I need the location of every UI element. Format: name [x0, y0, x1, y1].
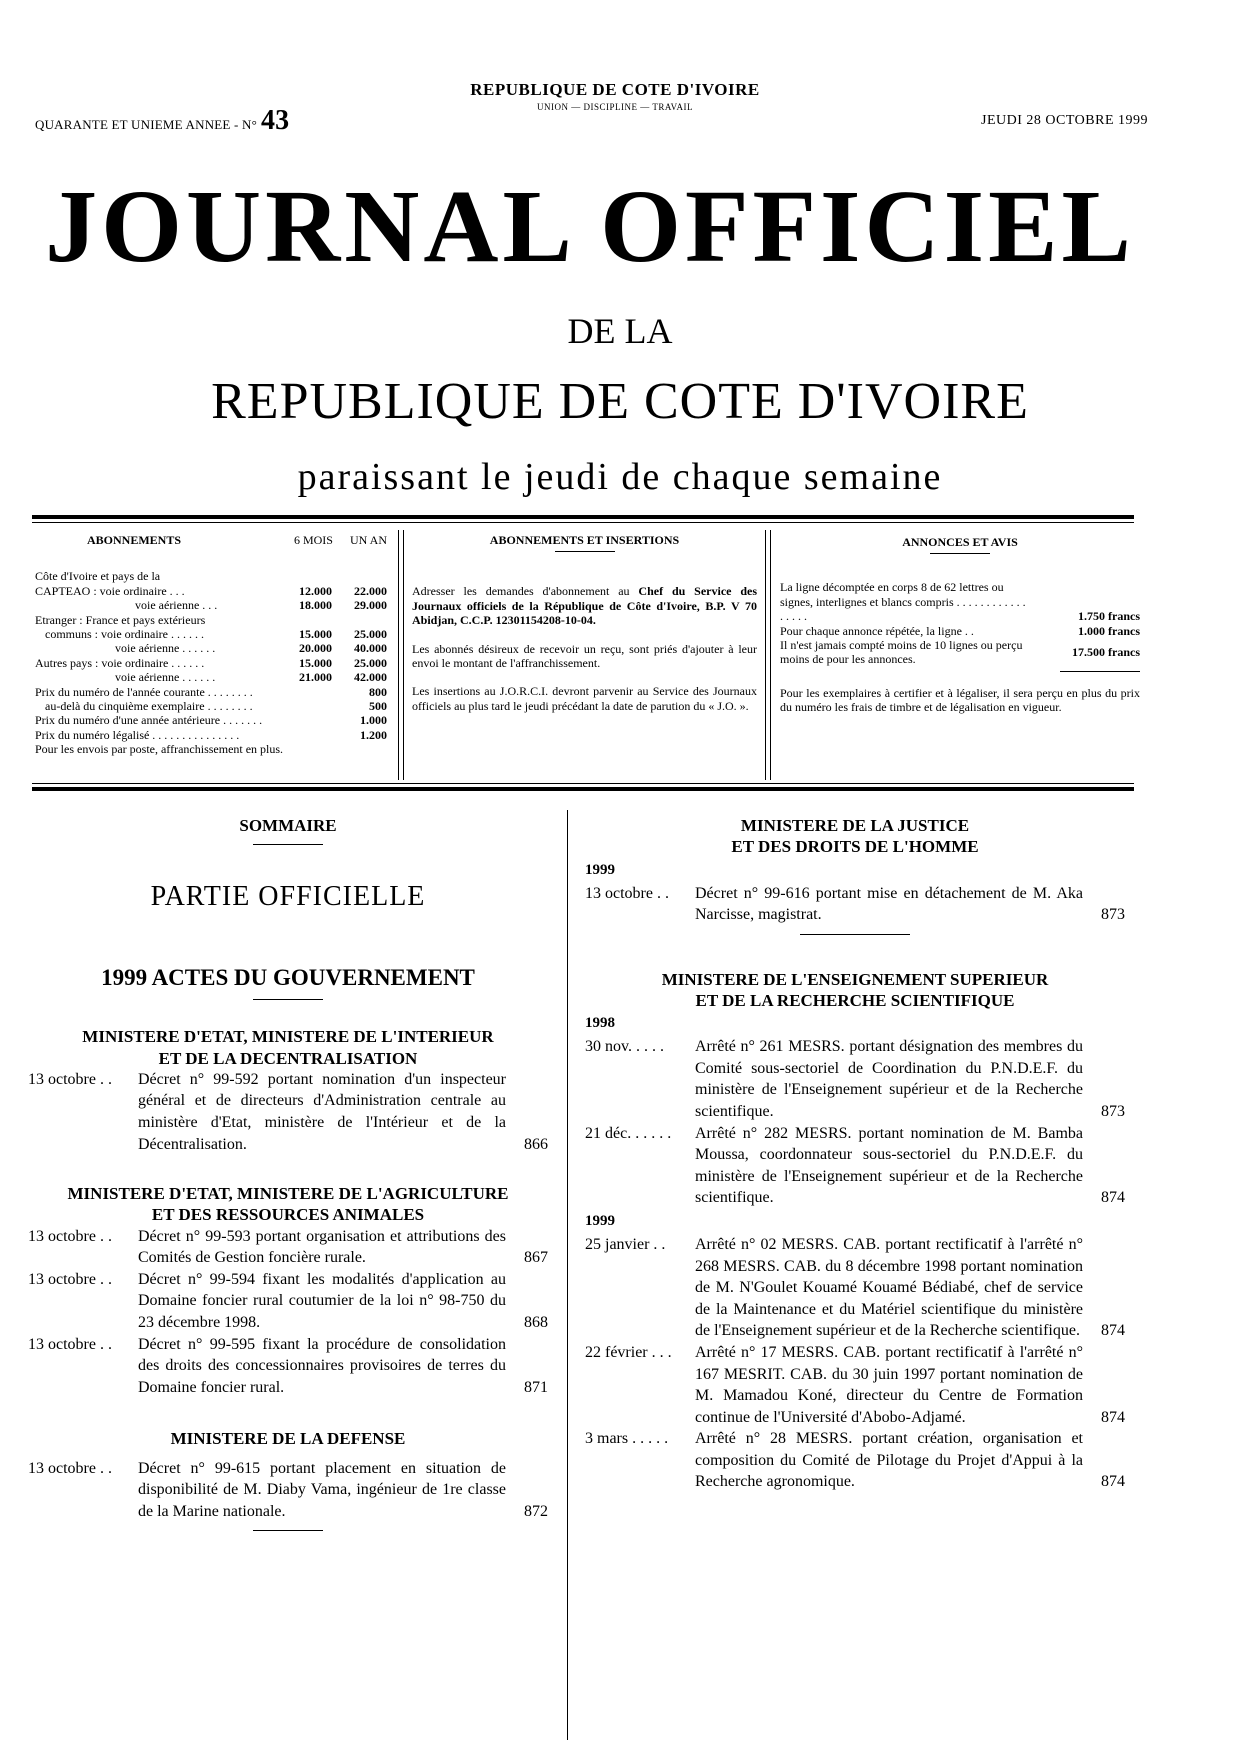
top-rule-thin	[32, 522, 1134, 523]
table-row: communs : voie ordinaire . . . . . . 15.000 25.000	[45, 626, 387, 641]
year-label: 1999	[585, 861, 615, 878]
box-divider-2	[765, 530, 766, 780]
col-6mois: 6 MOIS	[293, 533, 333, 547]
divider	[1060, 671, 1140, 672]
table-row: voie aérienne . . . . . . 20.000 40.000	[115, 641, 387, 656]
section-title: MINISTERE DE LA JUSTICE	[740, 816, 970, 835]
section-title: ET DES DROITS DE L'HOMME	[731, 837, 979, 857]
list-item: 22 février . . . Arrêté n° 17 MESRS. CAB. portant rectificatif à l'arrêté n° 167 MESRIT. CAB. du 30 juin 1997 portant nomination de M. Mamadou Koné, directeur du Centre de Formation continue de l'Université d'Abobo-Adjamé. 874	[585, 1343, 1125, 1426]
table-row: voie aérienne . . . . . . 21.000 42.000	[115, 670, 387, 685]
table-row: Prix du numéro d'une année antérieure . . . . . . . 1.000	[35, 713, 387, 728]
annonce-line-2: Pour chaque annonce répétée, la ligne . . 1.000 francs	[780, 623, 1140, 638]
annonces-note: Pour les exemplaires à certifier et à légaliser, il sera perçu en plus du prix du numéro les frais de timbre et de légalisation en vigueur.	[780, 685, 1140, 715]
list-item: 13 octobre . . Décret n° 99-615 portant placement en situation de disponibilité de M. Diaby Vama, ingénieur de 1re classe de la Marine nationale. 872	[28, 1459, 548, 1520]
column-divider	[567, 810, 568, 1740]
section-title: MINISTERE D'ETAT, MINISTERE DE L'INTERIEUR	[82, 1027, 494, 1047]
year-label: 1999	[585, 1212, 615, 1229]
table-row: Autres pays : voie ordinaire . . . . . . 15.000 25.000	[35, 655, 387, 670]
journal-title: JOURNAL OFFICIEL	[45, 169, 1135, 284]
abo-insertions-panel	[412, 533, 757, 713]
sommaire-heading: SOMMAIRE	[239, 816, 337, 835]
table-row: Etranger : France et pays extérieurs	[35, 612, 206, 627]
section-title: ET DE LA RECHERCHE SCIENTIFIQUE	[695, 990, 1015, 1010]
divider	[800, 934, 910, 935]
divider	[253, 1530, 323, 1531]
divider	[555, 551, 615, 552]
divider	[253, 844, 323, 845]
table-row: voie aérienne . . . 18.000 29.000	[135, 598, 387, 613]
list-item: 13 octobre . . Décret n° 99-616 portant mise en détachement de M. Aka Narcisse, magistrat. 873	[585, 884, 1125, 924]
list-item: 3 mars . . . . . Arrêté n° 28 MESRS. portant création, organisation et composition du Comité de Pilotage du Projet d'Appui à la Recherche agronomique. 874	[585, 1430, 1125, 1491]
abonnements-table	[35, 584, 387, 742]
annonces-heading: ANNONCES ET AVIS	[902, 535, 1018, 549]
sommaire-right-column	[585, 815, 1125, 1493]
masthead-tagline: paraissant le jeudi de chaque semaine	[297, 456, 943, 498]
list-item: 13 octobre . . Décret n° 99-594 fixant les modalités d'application au Domaine foncier rural coutumier de la loi n° 98-750 du 23 décembre 1998. 868	[28, 1270, 548, 1331]
box-divider-1b	[403, 530, 404, 780]
box-divider-1	[398, 530, 399, 780]
table-row: Prix du numéro légalisé . . . . . . . . . . . . . . . 1.200	[35, 727, 387, 742]
republic-name: REPUBLIQUE DE COTE D'IVOIRE	[470, 80, 760, 99]
list-item: 13 octobre . . Décret n° 99-593 portant organisation et attributions des Comités de Gestion foncière rurale. 867	[28, 1227, 548, 1267]
actes-gouvernement: 1999 ACTES DU GOUVERNEMENT	[101, 965, 475, 991]
partie-officielle: PARTIE OFFICIELLE	[150, 881, 426, 913]
annonce-line-3: Il n'est jamais compté moins de 10 lignes ou perçu moins de pour les annonces. 17.500 francs	[780, 637, 1140, 667]
abo-insertions-p1: Adresser les demandes d'abonnement au Chef du Service des Journaux officiels de la République de Côte d'Ivoire, B.P. V 70 Abidjan, C.C.P. 12301154208-10-04.	[412, 584, 757, 628]
bottom-rule	[32, 787, 1134, 791]
abo-insertions-p2: Les abonnés désireux de recevoir un reçu, sont priés d'ajouter à leur envoi le montant de l'affranchissement.	[412, 641, 757, 670]
annonce-line-1: La ligne décomptée en corps 8 de 62 lettres ou signes, interlignes et blancs compris . . . . . . . . . . . . . . . . . 1.750 francs	[780, 580, 1140, 624]
issue-number: 43	[260, 105, 290, 136]
abonnements-intro: Côte d'Ivoire et pays de la	[35, 569, 161, 584]
issue-date: JEUDI 28 OCTOBRE 1999	[981, 113, 1148, 128]
section-title: MINISTERE D'ETAT, MINISTERE DE L'AGRICULTURE	[67, 1184, 509, 1204]
volume-line	[35, 105, 289, 137]
list-item: 13 octobre . . Décret n° 99-592 portant nomination d'un inspecteur général et de directeurs d'Administration centrale au ministère d'Etat, ministère de l'Intérieur et de la Décentralisation. 866	[28, 1070, 548, 1153]
abonnements-footer: Pour les envois par poste, affranchissement en plus.	[35, 742, 284, 757]
year-label: 1998	[585, 1015, 615, 1032]
list-item: 30 nov. . . . . Arrêté n° 261 MESRS. portant désignation des membres du Comité sous-sectoriel de Coordination du P.N.D.E.F. du ministère de l'Enseignement supérieur et de la Recherche scientifique. 873	[585, 1038, 1125, 1120]
section-title: ET DE LA DECENTRALISATION	[158, 1048, 418, 1068]
divider	[253, 999, 323, 1000]
republic-block	[380, 80, 850, 112]
bottom-rule-thin	[32, 783, 1134, 784]
col-1an: UN AN	[349, 533, 387, 547]
list-item: 25 janvier . . Arrêté n° 02 MESRS. CAB. portant rectificatif à l'arrêté n° 268 MESRS. CAB. du 8 décembre 1998 portant nomination de M. N'Goulet Kouamé Kouamé Bédiabé, chef de service de la Maintenance et du Matériel scientifique du ministère de l'Enseignement supérieur et de la Recherche scientifique. 874	[585, 1235, 1125, 1340]
box-divider-2b	[770, 530, 771, 780]
abo-insertions-p3: Les insertions au J.O.R.C.I. devront parvenir au Service des Journaux officiels au plus tard le jeudi précédant la date de parution du « J.O. ».	[412, 684, 757, 713]
table-row: au-delà du cinquième exemplaire . . . . . . . . 500	[45, 698, 387, 713]
national-motto: UNION — DISCIPLINE — TRAVAIL	[536, 102, 693, 112]
sommaire-left-column	[28, 815, 548, 1539]
annonces-panel	[780, 535, 1140, 715]
divider	[930, 553, 990, 554]
masthead-de-la: DE LA	[567, 311, 673, 351]
table-row: Prix du numéro de l'année courante . . . . . . . . 800	[35, 684, 387, 699]
volume-text: QUARANTE ET UNIEME ANNEE - N°	[35, 117, 257, 132]
top-rule	[32, 515, 1134, 519]
table-row: CAPTEAO : voie ordinaire . . . 12.000 22.000	[35, 583, 387, 598]
section-title: MINISTERE DE LA DEFENSE	[170, 1429, 406, 1449]
list-item: 13 octobre . . Décret n° 99-595 fixant la procédure de consolidation des droits des concessionnaires provisoires de terres du Domaine foncier rural. 871	[28, 1335, 548, 1396]
masthead-republic: REPUBLIQUE DE COTE D'IVOIRE	[211, 373, 1029, 430]
abonnements-panel	[35, 533, 387, 756]
section-title: ET DES RESSOURCES ANIMALES	[151, 1205, 425, 1225]
section-title: MINISTERE DE L'ENSEIGNEMENT SUPERIEUR	[661, 969, 1049, 989]
abonnements-heading: ABONNEMENTS	[87, 533, 182, 547]
abo-insertions-heading: ABONNEMENTS ET INSERTIONS	[489, 533, 680, 547]
list-item: 21 déc. . . . . . Arrêté n° 282 MESRS. portant nomination de M. Bamba Moussa, coordonnateur sous-sectoriel du P.N.D.E.F. du ministère de l'Enseignement supérieur et de la Recherche scientifique. 874	[585, 1124, 1125, 1207]
